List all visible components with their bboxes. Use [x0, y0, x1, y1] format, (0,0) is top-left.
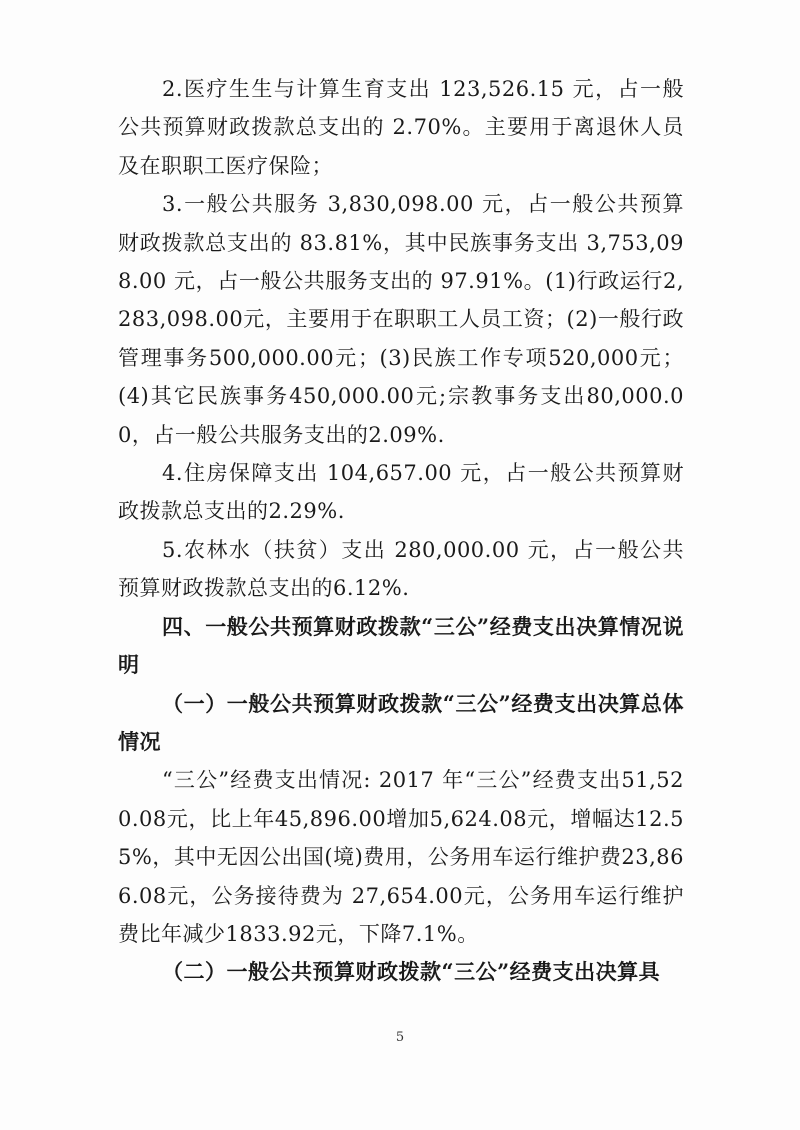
- document-body: [118, 70, 684, 992]
- section-four-heading: 四、一般公共预算财政拨款“三公”经费支出决算情况说明: [118, 613, 684, 678]
- subsection-one-heading: （一）一般公共预算财政拨款“三公”经费支出决算总体情况: [118, 690, 684, 754]
- paragraph-housing-expenditure: 4.住房保障支出 104,657.00 元，占一般公共预算财政拨款总支出的2.29%.: [118, 461, 684, 524]
- page-number: 5: [395, 1030, 405, 1045]
- paragraph-agriculture-expenditure: 5.农林水（扶贫）支出 280,000.00 元，占一般公共预算财政拨款总支出的6.12%.: [118, 537, 684, 601]
- subsection-two-heading: （二）一般公共预算财政拨款“三公”经费支出决算具: [162, 959, 661, 985]
- paragraph-three-public-overview: “三公”经费支出情况: 2017 年“三公”经费支出51,520.08元，比上年45,896.00增加5,624.08元，增幅达12.55%，其中无因公出国(境)费用，公务用车运行维护费23,866.08元，公务接待费为 27,654.00元，公务用车运行维护费比年减少1833.92元，下降7.1%。: [118, 768, 684, 946]
- paragraph-general-public-services: 3.一般公共服务 3,830,098.00 元，占一般公共预算财政拨款总支出的 83.81%，其中民族事务支出 3,753,098.00 元，占一般公共服务支出的 97.91%。(1)行政运行2,283,098.00元，主要用于在职职工人员工资；(2)一般行政管理事务500,000.00元；(3)民族工作专项520,000元；(4)其它民族事务450,000.00元;宗教事务支出80,000.00，占一般公共服务支出的2.09%.: [118, 192, 684, 447]
- paragraph-medical-expenditure: 2.医疗生生与计算生育支出 123,526.15 元，占一般公共预算财政拨款总支出的 2.70%。主要用于离退休人员及在职职工医疗保险；: [118, 77, 684, 178]
